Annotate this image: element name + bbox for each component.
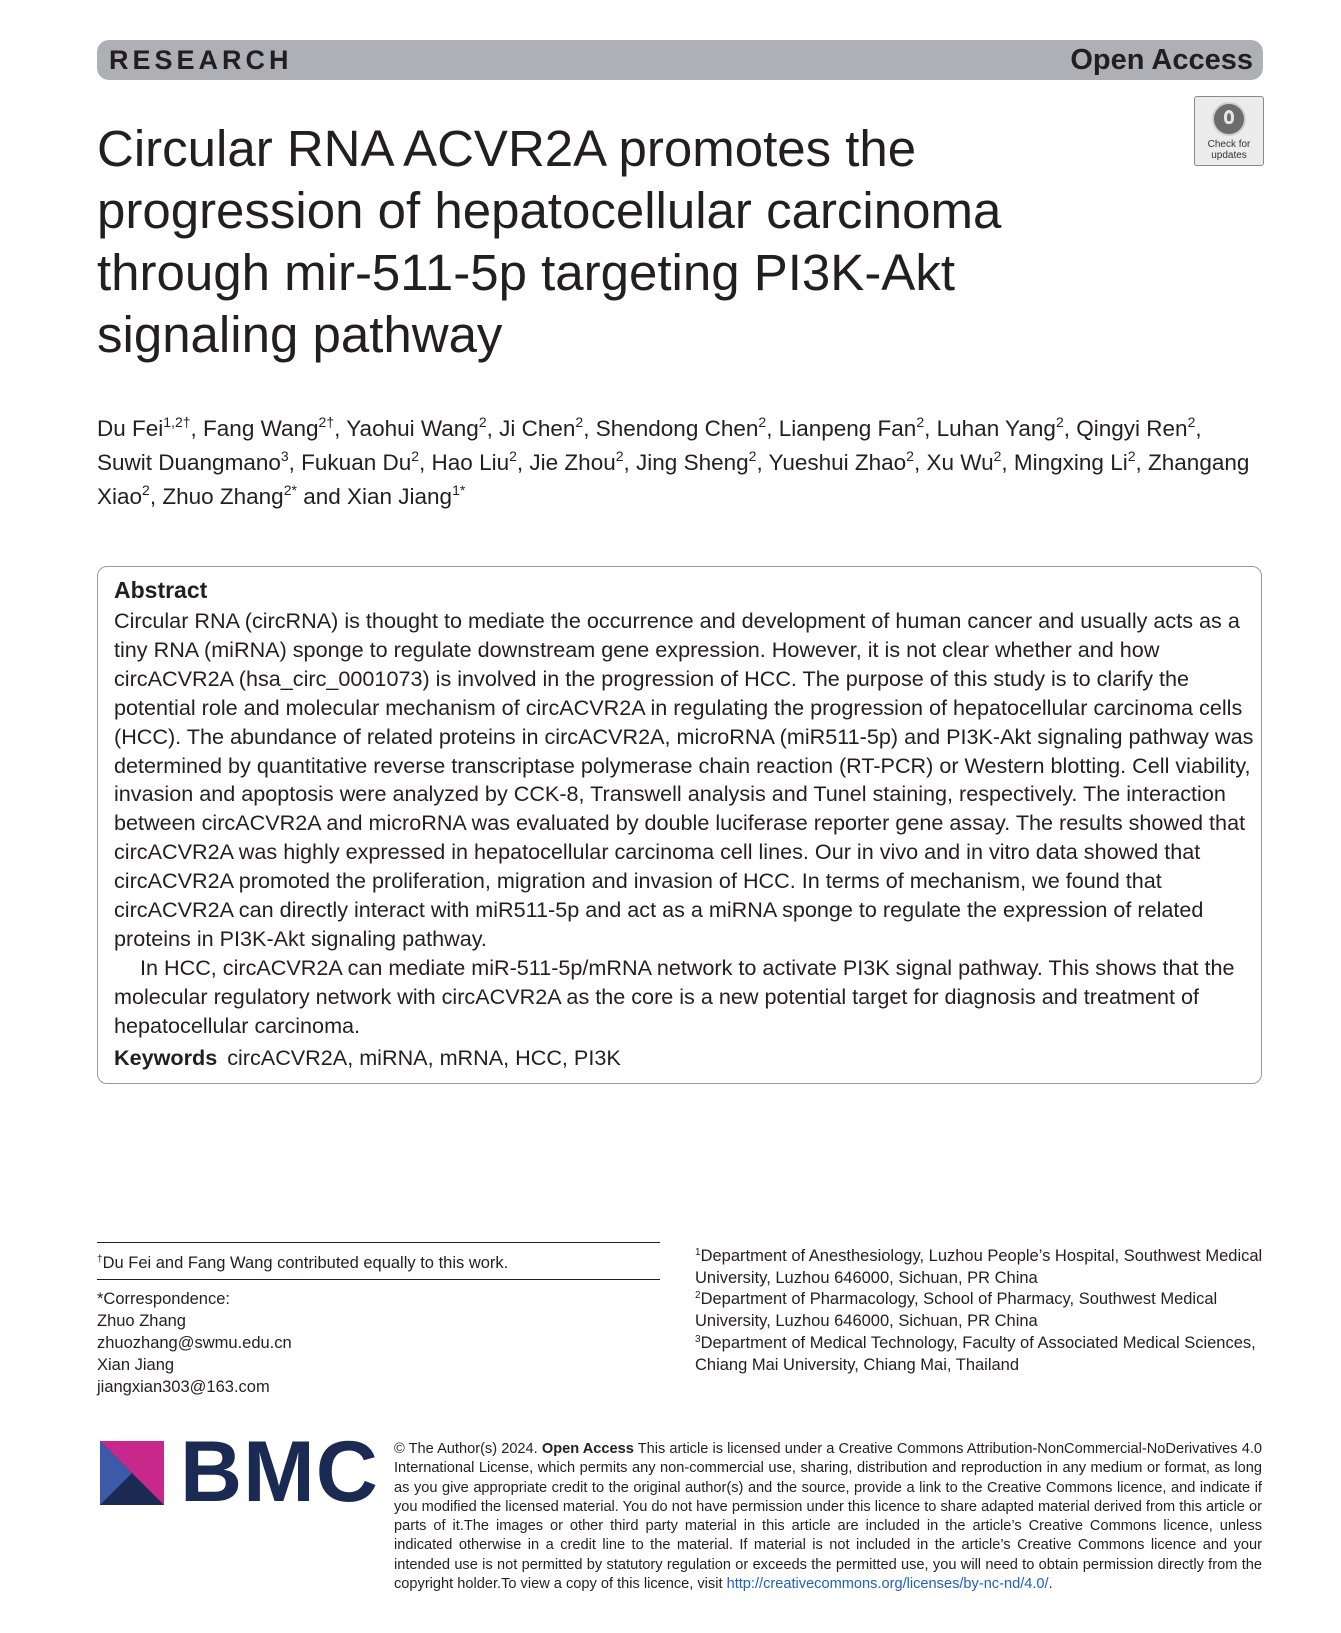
author-11: Hao Liu$^2$ <box>431 448 517 475</box>
author-13: Jing Sheng$^2$ <box>636 448 757 475</box>
dagger-mark: † <box>97 1254 103 1265</box>
affiliation-1: $^1$Department of Anesthesiology, Luzhou People’s Hospital, Southwest Medical University, Luzhou 646000, Sichuan, PR China <box>695 1247 1263 1287</box>
author-5: Shendong Chen$^2$ <box>595 414 767 441</box>
license-body: This article is licensed under a Creative Commons Attribution-NonCommercial-NoDerivatives 4.0 International License, which permits any non-commercial use, sharing, distribution and reproduction in any medium or format, as long as you give appropriate credit to the original author(s) and the source, provide a link to the Creative Commons licence, and indicate if you modified the licensed material. You do not have permission under this licence to share adapted material derived from this article or parts of it.The images or other third party material in this article are included in the article’s Creative Commons licence, unless indicated otherwise in a credit line to the material. If material is not included in the article’s Creative Commons licence and your intended use is not permitted by statutory regulation or exceeds the permitted use, you will need to obtain permission directly from the copyright holder.To view a copy of this licence, visit <box>394 1441 1263 1593</box>
abstract-paragraph-2: In HCC, circACVR2A can mediate miR-511-5p/mRNA network to activate PI3K signal pathway. This shows that the molecular regulatory network with circACVR2A as the core is a new potential target for diagnosis and treatment of hepatocellular carcinoma. <box>114 955 1235 1038</box>
license-text <box>394 1440 1262 1594</box>
footnote-rule-top <box>97 1242 660 1243</box>
author-12: Jie Zhou$^2$ <box>529 448 624 475</box>
author-10: Fukuan Du$^2$ <box>301 448 420 475</box>
check-for-updates-badge[interactable] <box>1194 96 1264 166</box>
author-2: Fang Wang$^{2\dagger}$ <box>203 414 335 441</box>
abstract-box <box>97 566 1262 1084</box>
license-open-access: Open Access <box>541 1441 634 1457</box>
correspondence-name-2: Xian Jiang <box>97 1356 175 1374</box>
keywords-label: Keywords <box>114 1045 218 1070</box>
badge-line-1: Check for <box>1207 139 1251 150</box>
open-access-label: Open Access <box>1070 44 1253 76</box>
author-18: Zhuo Zhang$^{2*}$ <box>162 482 297 509</box>
abstract-heading: Abstract <box>114 577 208 603</box>
affiliations-block <box>695 1246 1265 1376</box>
author-19: Xian Jiang$^{1*}$ <box>346 482 466 509</box>
author-7: Luhan Yang$^2$ <box>936 414 1064 441</box>
author-3: Yaohui Wang$^2$ <box>346 414 487 441</box>
author-1: Du Fei$^{1,2\dagger}$ <box>97 414 191 441</box>
author-14: Yueshui Zhao$^2$ <box>768 448 914 475</box>
correspondence-label: *Correspondence: <box>97 1290 230 1308</box>
crossmark-icon <box>1212 102 1246 136</box>
author-list: Du Fei$^{1,2\dagger}$, Fang Wang$^{2\dagger}$, Yaohui Wang$^2$, Ji Chen$^2$, Shendong Chen$^2$, Lianpeng Fan$^2$, Luhan Yang$^2$, Qingyi Ren$^2$, Suwit Duangmano$^3$, Fukuan Du$^2$, Hao Liu$^2$, Jie Zhou$^2$, Jing Sheng$^2$, Yueshui Zhao$^2$, Xu Wu$^2$, Mingxing Li$^2$, Zhangang Xiao$^2$, Zhuo Zhang$^{2*}$ and Xian Jiang$^{1*}$ <box>97 414 1250 509</box>
correspondence-name-1: Zhuo Zhang <box>97 1312 186 1330</box>
author-17: Zhangang Xiao$^2$ <box>97 450 1250 509</box>
author-4: Ji Chen$^2$ <box>499 414 584 441</box>
article-type-label: RESEARCH <box>109 45 293 75</box>
keywords-list: circACVR2A, miRNA, mRNA, HCC, PI3K <box>227 1045 621 1070</box>
affiliation-2: $^2$Department of Pharmacology, School of Pharmacy, Southwest Medical University, Luzhou 646000, Sichuan, PR China <box>695 1290 1218 1331</box>
equal-contribution-text: Du Fei and Fang Wang contributed equally to this work. <box>102 1254 509 1272</box>
correspondence-email-2[interactable]: jiangxian303@163.com <box>97 1378 270 1396</box>
equal-contribution-note <box>97 1254 508 1273</box>
badge-line-2: updates <box>1211 150 1247 161</box>
abstract-paragraph-1: Circular RNA (circRNA) is thought to mediate the occurrence and development of human cancer and usually acts as a tiny RNA (miRNA) sponge to regulate downstream gene expression. However, it is not clear whether and how circACVR2A (hsa_circ_0001073) is involved in the progression of HCC. The purpose of this study is to clarify the potential role and molecular mechanism of circACVR2A in regulating the progression of hepatocellular carcinoma cells (HCC). The abundance of related proteins in circACVR2A, microRNA (miR511-5p) and PI3K-Akt signaling pathway was determined by quantitative reverse transcriptase polymerase chain reaction (RT-PCR) or Western blotting. Cell viability, invasion and apoptosis were analyzed by CCK-8, Transwell analysis and Tunel staining, respectively. The interaction between circACVR2A and microRNA was evaluated by double luciferase reporter gene assay. The results showed that circACVR2A was highly expressed in hepatocellular carcinoma cell lines. Our in vivo and in vitro data showed that circACVR2A promoted the proliferation, migration and invasion of HCC. In terms of mechanism, we found that circACVR2A can directly interact with miR511-5p and act as a miRNA sponge to regulate the expression of related proteins in PI3K-Akt signaling pathway. <box>114 608 1254 951</box>
affiliation-3: $^3$Department of Medical Technology, Faculty of Associated Medical Sciences, Chiang Mai University, Chiang Mai, Thailand <box>695 1333 1256 1374</box>
footnote-rule-bottom <box>97 1279 660 1280</box>
author-16: Mingxing Li$^2$ <box>1013 448 1136 475</box>
license-end: . <box>1048 1576 1053 1593</box>
header-bar <box>97 40 1263 80</box>
copyright-notice: © The Author(s) 2024. <box>394 1441 538 1457</box>
keywords-line <box>114 1045 621 1071</box>
article-title: Circular RNA ACVR2A promotes the progression of hepatocellular carcinoma through mir-511-5p targeting PI3K-Akt signaling pathway <box>97 120 1002 363</box>
license-link[interactable]: http://creativecommons.org/licenses/by-nc-nd/4.0/ <box>726 1576 1049 1593</box>
bmc-logo-text: BMC <box>180 1424 379 1520</box>
correspondence-email-1[interactable]: zhuozhang@swmu.edu.cn <box>97 1334 292 1352</box>
author-15: Xu Wu$^2$ <box>926 448 1002 475</box>
correspondence-block <box>97 1288 292 1398</box>
author-8: Qingyi Ren$^2$ <box>1076 414 1196 441</box>
bmc-logo-icon <box>100 1441 164 1505</box>
author-9: Suwit Duangmano$^3$ <box>97 448 289 475</box>
author-6: Lianpeng Fan$^2$ <box>778 414 925 441</box>
